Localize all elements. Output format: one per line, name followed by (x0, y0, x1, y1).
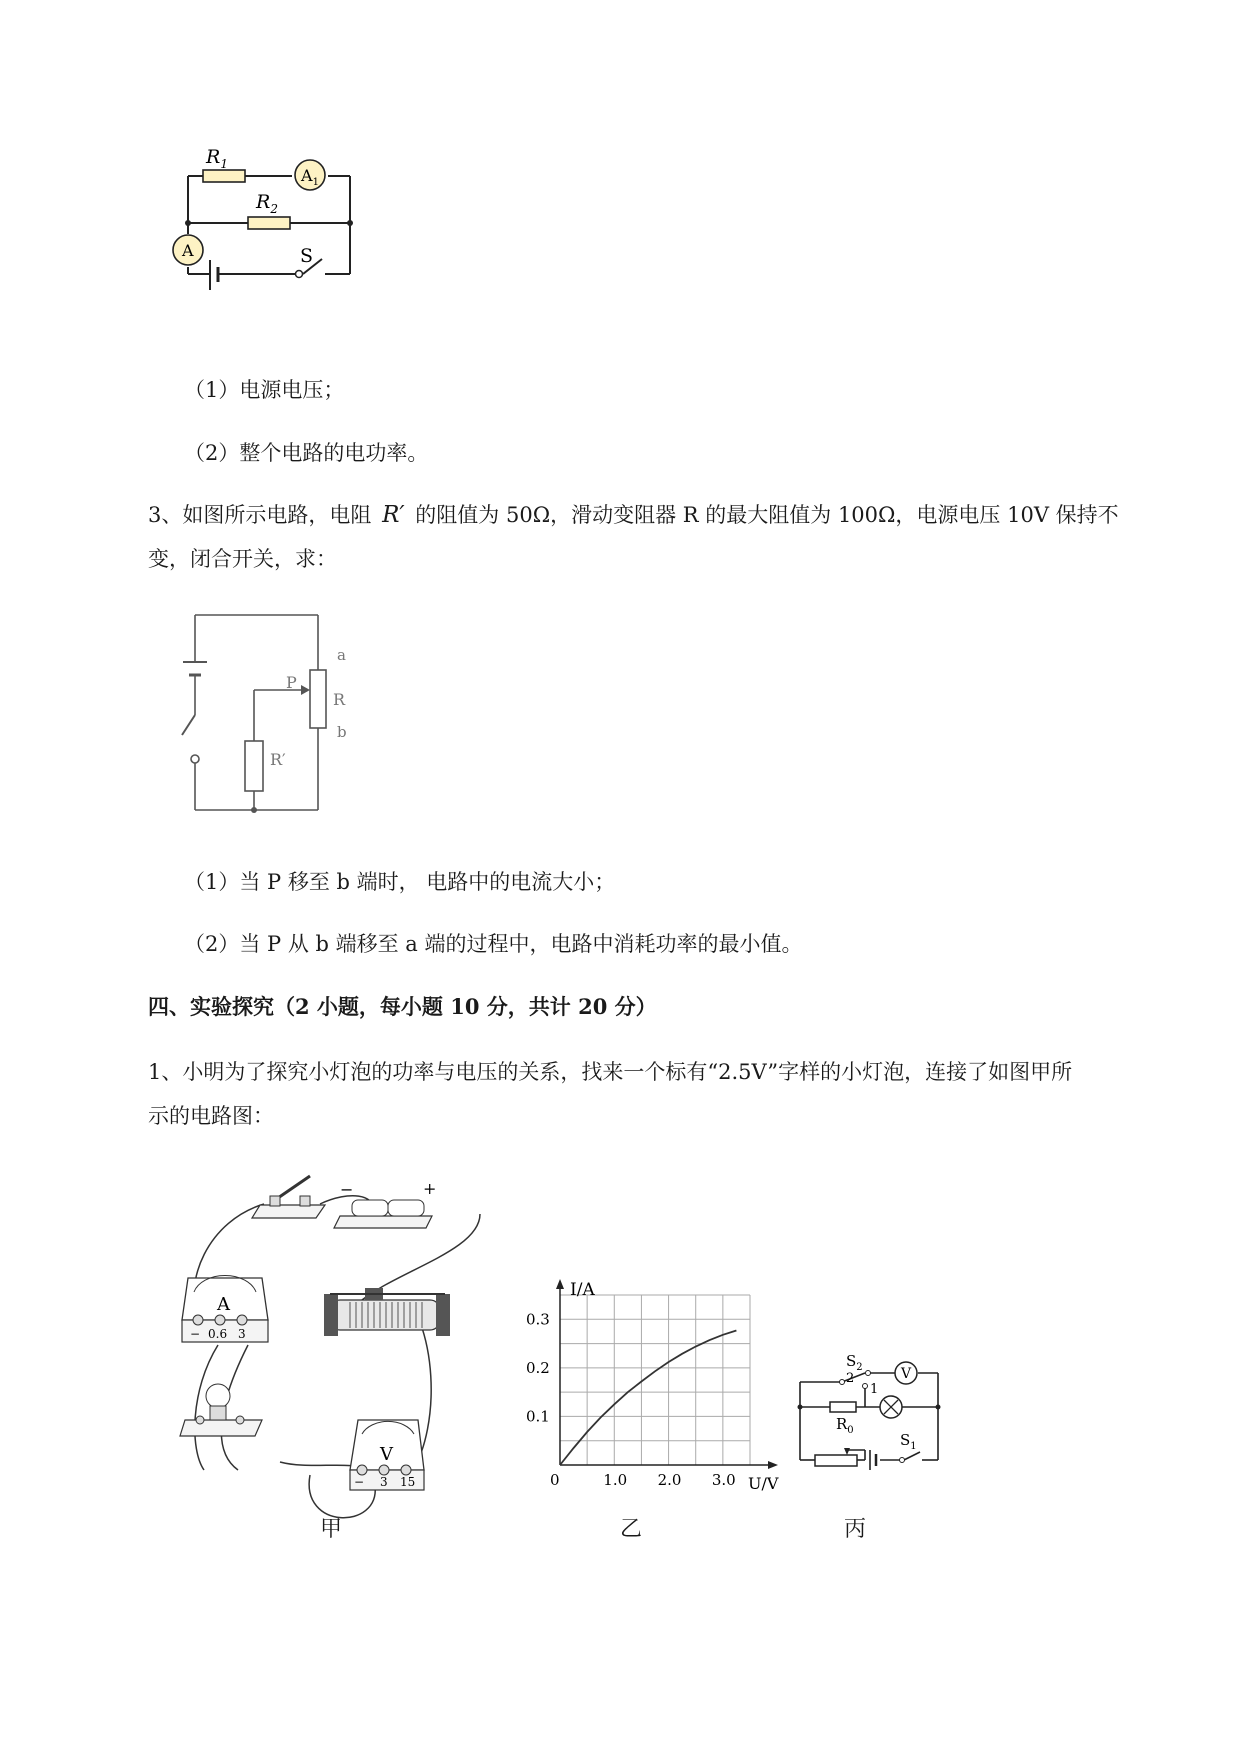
ammeter-label: A (217, 1294, 230, 1315)
junction-dot (185, 220, 191, 226)
voltmeter-label: V (380, 1444, 393, 1465)
battery-plus-label: + (423, 1179, 437, 1198)
label-r: R (333, 690, 346, 709)
rheostat (324, 1288, 450, 1336)
question-3-sub-1: （1）当 P 移至 b 端时， 电路中的电流大小； (184, 870, 616, 894)
rheostat-slider-arrow (844, 1448, 850, 1455)
y-tick-label: 0.2 (526, 1358, 550, 1377)
ammeter-terminal-3: 3 (238, 1327, 246, 1341)
question-3-text-b: 的阻值为 50Ω，滑动变阻器 R 的最大阻值为 100Ω，电源电压 10V 保持不 (415, 503, 1119, 527)
junction-dot (936, 1405, 941, 1410)
label-r2: $R_2$ (256, 191, 278, 216)
label-r1: $R_1$ (206, 146, 228, 171)
question-3-sub-2: （2）当 P 从 b 端移至 a 端的过程中，电路中消耗功率的最小值。 (184, 932, 803, 956)
y-tick-label: 0.3 (526, 1310, 550, 1329)
label-s2: $S_2$ (846, 1352, 863, 1373)
figure-jia-apparatus (180, 1170, 490, 1530)
junction-dot (251, 807, 257, 813)
voltmeter-terminal-3: 3 (380, 1475, 388, 1489)
x-axis-label: U/V (748, 1474, 779, 1493)
resistor-r-prime (245, 741, 263, 791)
resistor-r2 (248, 217, 290, 229)
resistor-r0 (830, 1402, 856, 1412)
chart-i-u (526, 1275, 780, 1495)
x-tick-label: 3.0 (711, 1471, 736, 1489)
ammeter-terminal-minus: − (190, 1327, 201, 1341)
switch-pivot (191, 755, 199, 763)
figure-bing-circuit (790, 1340, 950, 1500)
series-line (560, 1331, 736, 1466)
junction-dot (347, 220, 353, 226)
bulb (206, 1384, 230, 1408)
section-4-heading: 四、实验探究（2 小题，每小题 10 分，共计 20 分） (148, 994, 657, 1019)
question-4-1-line-2: 示的电路图： (148, 1104, 274, 1128)
knife-switch (252, 1176, 325, 1218)
label-r-prime: R′ (270, 750, 286, 769)
label-p: P (286, 673, 297, 692)
y-axis-arrow (556, 1279, 564, 1289)
label-b-end: b (337, 723, 347, 741)
question-3-line-2: 变，闭合开关，求： (148, 547, 337, 571)
origin-label: 0 (550, 1471, 560, 1489)
label-a-end: a (337, 646, 346, 664)
voltmeter (350, 1420, 424, 1490)
label-v: V (901, 1366, 912, 1382)
y-axis-label: I/A (570, 1280, 595, 1300)
label-s1: $S_1$ (900, 1431, 917, 1452)
switch-s-pivot (296, 271, 303, 278)
switch-s2-contact-1 (866, 1371, 871, 1376)
x-tick-label: 1.0 (603, 1471, 628, 1489)
switch-s2-contact-2 (863, 1384, 868, 1389)
ammeter (182, 1275, 268, 1342)
battery-minus-label: − (340, 1180, 354, 1199)
label-a1: $A_1$ (301, 166, 319, 188)
caption-bing: 丙 (844, 1517, 867, 1542)
bulb-holder (180, 1384, 262, 1436)
circuit-diagram-1 (170, 146, 420, 310)
resistor-r1 (203, 170, 245, 182)
x-tick-label: 2.0 (657, 1471, 682, 1489)
ammeter-terminal-0-6: 0.6 (208, 1327, 228, 1341)
y-tick-label: 0.1 (526, 1407, 550, 1426)
question-2-sub-2: （2）整个电路的电功率。 (184, 441, 429, 465)
question-2-sub-1: （1）电源电压； (184, 378, 345, 402)
junction-dot (798, 1405, 803, 1410)
switch-s2-pivot (840, 1380, 845, 1385)
switch-s1-pivot (900, 1458, 905, 1463)
slider-p-arrow (301, 685, 310, 695)
label-s: S (300, 245, 314, 267)
x-axis-arrow (768, 1461, 778, 1469)
question-4-1-line-1: 1、小明为了探究小灯泡的功率与电压的关系，找来一个标有“2.5V”字样的小灯泡，连接了如图甲所 (148, 1060, 1073, 1084)
circuit-diagram-2 (175, 605, 375, 825)
rheostat (815, 1455, 857, 1466)
label-a: A (182, 241, 194, 260)
label-terminal-2: 2 (846, 1371, 855, 1386)
caption-jia: 甲 (320, 1517, 343, 1542)
question-3-line-1 (148, 500, 1119, 530)
caption-yi: 乙 (620, 1517, 643, 1542)
variable-r-prime: R′ (382, 502, 405, 528)
rheostat-r (310, 670, 326, 728)
voltmeter-terminal-15: 15 (400, 1475, 416, 1489)
label-terminal-1: 1 (870, 1382, 879, 1397)
voltmeter-terminal-minus: − (354, 1475, 365, 1489)
label-r0: $R_0$ (836, 1415, 854, 1436)
question-3-text-a: 3、如图所示电路，电阻 (148, 503, 372, 527)
battery-holder (334, 1179, 436, 1228)
